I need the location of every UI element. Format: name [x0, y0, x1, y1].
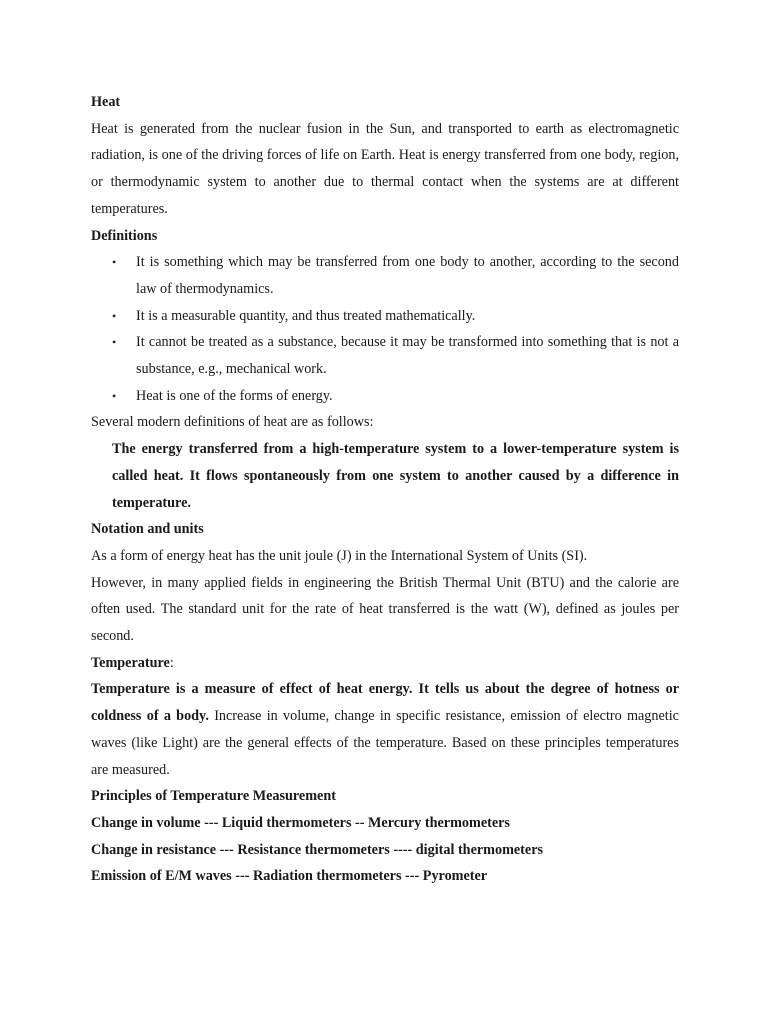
temperature-paragraph: [91, 676, 679, 783]
heat-heading: Heat: [91, 94, 121, 110]
principle-line: Emission of E/M waves --- Radiation thermometers --- Pyrometer: [91, 868, 488, 885]
bullet-icon: •: [112, 255, 117, 270]
temperature-colon: :: [169, 654, 174, 671]
definition-text: It is something which may be transferred from one body to another, according to the second law of thermodynamics.: [136, 254, 679, 297]
heat-paragraph: Heat is generated from the nuclear fusion in the Sun, and transported to earth as electromagnetic radiation, is one of the driving forces of life on Earth. Heat is energy transferred from one body, region, or thermodynamic system to another due to thermal contact when the systems are at different temperatures.: [91, 120, 679, 217]
bullet-icon: •: [112, 388, 117, 403]
notation-heading: Notation and units: [91, 521, 204, 538]
document-page: [91, 89, 679, 890]
bullet-icon: •: [112, 308, 117, 323]
definition-item: [91, 303, 679, 330]
bullet-icon: •: [112, 335, 117, 350]
notation-paragraph: However, in many applied fields in engineering the British Thermal Unit (BTU) and the calorie are often used. The standard unit for the rate of heat transferred is the watt (W), defined as joules per second.: [91, 574, 679, 645]
principle-line: Change in volume --- Liquid thermometers -- Mercury thermometers: [91, 814, 510, 831]
principle-line: Change in resistance --- Resistance thermometers ---- digital thermometers: [91, 841, 544, 858]
definition-item: [91, 329, 679, 382]
definition-item: [91, 249, 679, 302]
temperature-heading-line: [91, 650, 679, 677]
definitions-list: [91, 249, 679, 409]
temperature-effects: Increase in volume, change in specific resistance, emission of electro magnetic waves (like Light) are the general effects of the temperature. Based on these principles temperatures are measured.: [91, 708, 679, 778]
definitions-heading: Definitions: [91, 227, 158, 244]
temperature-definition: Temperature is a measure of effect of heat energy. It tells us about the degree of hotness or coldness of a body.: [91, 681, 679, 725]
notation-line: As a form of energy heat has the unit joule (J) in the International System of Units (SI).: [91, 547, 588, 564]
principles-heading: Principles of Temperature Measurement: [91, 788, 336, 805]
modern-definition-quote: The energy transferred from a high-temperature system to a lower-temperature system is called heat. It flows spontaneously from one system to another caused by a difference in temperature.: [112, 441, 679, 511]
definition-text: It cannot be treated as a substance, because it may be transformed into something that is not a substance, e.g., mechanical work.: [136, 334, 679, 378]
temperature-heading: Temperature: [91, 654, 170, 671]
definition-text: Heat is one of the forms of energy.: [136, 387, 333, 404]
modern-definitions-intro: Several modern definitions of heat are as follows:: [91, 414, 374, 431]
definition-item: [91, 383, 679, 410]
definition-text: It is a measurable quantity, and thus treated mathematically.: [136, 307, 476, 324]
